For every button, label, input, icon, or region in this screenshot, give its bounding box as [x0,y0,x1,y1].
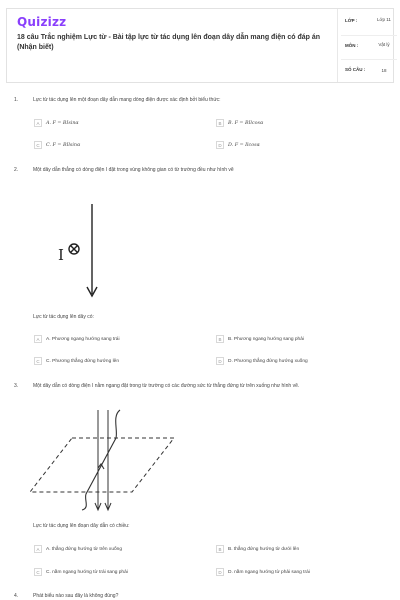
option-text: C. Phương thẳng đứng hướng lên [46,358,120,364]
question-prompt: Lực từ tác dụng lên đoạn dây dẫn có chiều: [33,523,130,529]
option-text: B. thẳng đứng hướng từ dưới lên [228,546,300,552]
option-text: B. F = BIlcosα [228,120,264,126]
worksheet-header [6,8,394,83]
option-letter: B [216,545,224,553]
quizizz-logo[interactable]: Quizizz [17,15,67,29]
option-text: A. F = BIsinα [46,120,79,126]
meta-divider [337,9,338,82]
class-label: LỚP : [345,18,358,23]
option-a[interactable] [34,118,79,128]
option-c[interactable] [34,567,128,577]
option-letter: A [34,119,42,127]
option-text: B. Phương ngang hướng sang phải [228,336,304,342]
question-prompt: Lực từ tác dụng lên dây có: [33,314,94,320]
option-text: C. nằm ngang hướng từ trái sang phải [46,569,128,575]
option-letter: A [34,335,42,343]
question-text: Phát biểu nào sau đây là không đúng? [33,593,119,599]
option-b[interactable] [216,118,263,128]
count-value: 18 [381,68,387,73]
wire-field-figure [50,200,120,302]
option-d[interactable] [216,140,260,150]
option-text: D. nằm ngang hướng từ phải sang trái [228,569,310,575]
option-d[interactable] [216,567,310,577]
option-letter: D [216,357,224,365]
question-number: 2. [14,167,19,173]
option-letter: C [34,568,42,576]
option-c[interactable] [34,140,80,150]
option-letter: A [34,545,42,553]
current-label: I [58,246,64,264]
option-letter: B [216,335,224,343]
question-number: 4. [14,593,19,599]
option-text: D. F = Ilcosα [228,142,260,148]
option-letter: C [34,357,42,365]
meta-separator [341,59,397,60]
option-d[interactable] [216,356,308,366]
option-text: A. thẳng đứng hướng từ trên xuống [46,546,122,552]
worksheet-title: 18 câu Trắc nghiệm Lực từ - Bài tập lực từ tác dụng lên đoạn dây dẫn mang điện có đáp án (Nhận biết) [17,34,321,51]
count-label: SỐ CÂU : [345,67,366,72]
option-text: A. Phương ngang hướng sang trái [46,336,120,342]
option-letter: D [216,568,224,576]
option-letter: C [34,141,42,149]
question-number: 1. [14,97,19,103]
question-text: Một dây dẫn có dòng điện I nằm ngang đặt trong từ trường có các đường sức từ thẳng đứng từ trên xuống như hình vẽ. [33,383,300,389]
option-c[interactable] [34,356,119,366]
option-a[interactable] [34,334,120,344]
option-b[interactable] [216,544,299,554]
question-number: 3. [14,383,19,389]
option-b[interactable] [216,334,304,344]
subject-label: MÔN : [345,43,359,48]
option-text: D. Phương thẳng đứng hướng xuống [228,358,308,364]
option-text: C. F = BIlsinα [46,142,81,148]
question-text: Lực từ tác dụng lên một đoạn dây dẫn mang dòng điện được xác định bởi biểu thức: [33,97,221,103]
subject-value: Vật lý [378,42,390,47]
class-value: Lớp 11 [377,17,391,22]
question-text: Một dây dẫn thẳng có dòng điện I đặt trong vùng không gian có từ trường đều như hình vẽ [33,167,234,173]
option-letter: B [216,119,224,127]
option-a[interactable] [34,544,122,554]
field-plane-figure [28,408,178,512]
option-letter: D [216,141,224,149]
meta-separator [341,35,397,36]
